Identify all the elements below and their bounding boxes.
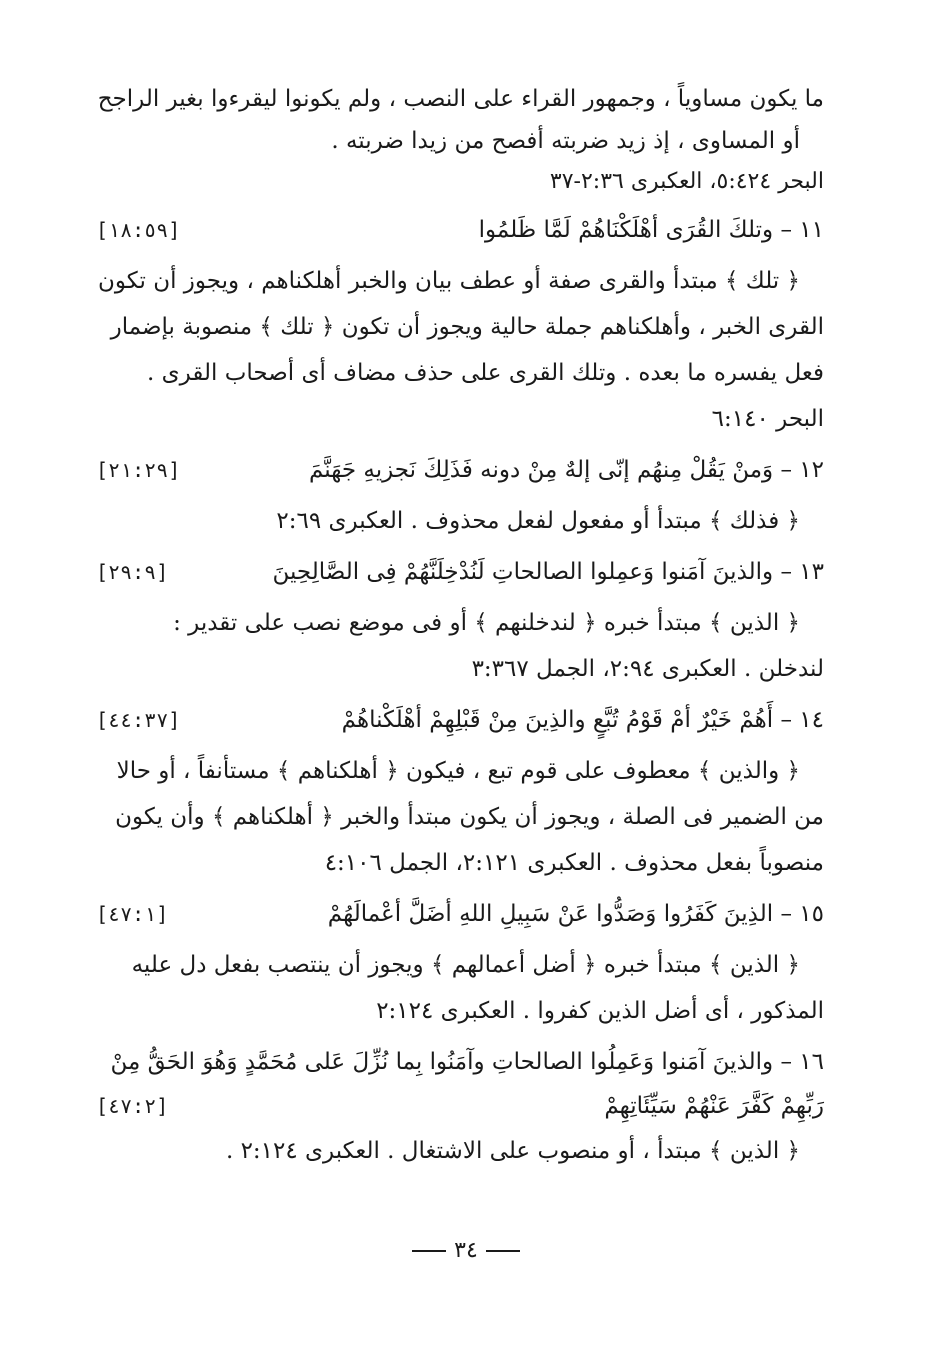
verse-reference: [١٨:٥٩] bbox=[96, 218, 181, 242]
commentary-line: ﴿ الذين ﴾ مبتدأ خبره ﴿ لندخلنهم ﴾ أو فى موضع نصب على تقدير : bbox=[173, 610, 800, 636]
commentary-line: المذكور ، أى أضل الذين كفروا . العكبرى ٢:١٢٤ bbox=[376, 998, 824, 1024]
verse-reference: [٤٧:١] bbox=[96, 902, 169, 926]
commentary-line: من الضمير فى الصلة ، ويجوز أن يكون مبتدأ والخبر ﴿ أهلكناهم ﴾ وأن يكون bbox=[115, 804, 824, 830]
entry-16 bbox=[96, 1040, 824, 1174]
verse-row bbox=[96, 1040, 824, 1084]
commentary-source: البحر ٦:١٤٠ bbox=[711, 406, 824, 432]
verse-text: ١١ – وتلكَ القُرَى أهْلَكْنَاهُمْ لَمَّا ظَلمُوا bbox=[478, 217, 824, 243]
commentary-line: ﴿ والذين ﴾ معطوف على قوم تبع ، فيكون ﴿ أهلكناهم ﴾ مستأنفاً ، أو حالا bbox=[116, 758, 800, 784]
verse-row bbox=[96, 892, 824, 936]
commentary bbox=[96, 748, 824, 886]
entry-13 bbox=[96, 550, 824, 692]
verse-text: ١٤ – أَهُمْ خَيْرٌ أمْ قَوْمُ تُبَّعٍ والذِينَ مِنْ قَبْلِهِمْ أهْلَكْناهُمْ bbox=[341, 707, 824, 733]
dash-right bbox=[412, 1250, 446, 1252]
entry-12 bbox=[96, 448, 824, 544]
commentary-line: فعل يفسره ما بعده . وتلك القرى على حذف مضاف أى أصحاب القرى . bbox=[147, 360, 824, 386]
verse-row bbox=[96, 208, 824, 252]
entry-15 bbox=[96, 892, 824, 1034]
commentary-line: ﴿ فذلك ﴾ مبتدأ أو مفعول لفعل محذوف . العكبرى ٢:٦٩ bbox=[276, 508, 800, 534]
page-footer bbox=[0, 1238, 932, 1263]
verse-text-continued: رَبِّهِمْ كَفَّرَ عَنْهُمْ سَيِّئَاتِهِمْ bbox=[604, 1093, 824, 1119]
commentary bbox=[96, 258, 824, 442]
verse-reference: [٤٧:٢] bbox=[96, 1094, 169, 1118]
commentary-line: القرى الخبر ، وأهلكناهم جملة حالية ويجوز أن تكون ﴿ تلك ﴾ منصوبة بإضمار bbox=[110, 314, 824, 340]
verse-reference: [٢٩:٩] bbox=[96, 560, 169, 584]
verse-row bbox=[96, 448, 824, 492]
entry-11 bbox=[96, 208, 824, 442]
verse-text: ١٥ – الذِينَ كَفَرُوا وَصَدُّوا عَنْ سَبِيلِ اللهِ أضَلَّ أعْمالَهُمْ bbox=[327, 901, 824, 927]
intro-source: البحر ٥:٤٢٤، العكبرى ٢:٣٦-٣٧ bbox=[549, 169, 824, 194]
commentary-line: ﴿ الذين ﴾ مبتدأ خبره ﴿ أضل أعمالهم ﴾ ويجوز أن ينتصب بفعل دل عليه bbox=[131, 952, 800, 978]
verse-text: ١٣ – والذينَ آمَنوا وَعمِلوا الصالحاتِ لَنُدْخِلَنَّهُمْ فِى الصَّالِحِينَ bbox=[272, 559, 824, 585]
verse-text: ١٦ – والذينَ آمَنوا وَعَمِلُوا الصالحاتِ وآمَنُوا بِما نُزِّلَ عَلى مُحَمَّدٍ وَهُوَ الحَقُّ مِنْ bbox=[110, 1049, 824, 1075]
commentary bbox=[96, 498, 824, 544]
verse-reference: [٢١:٢٩] bbox=[96, 458, 181, 482]
commentary-line: منصوباً بفعل محذوف . العكبرى ٢:١٢١، الجمل ٤:١٠٦ bbox=[324, 850, 824, 876]
commentary bbox=[96, 1128, 824, 1174]
verse-reference: [٤٤:٣٧] bbox=[96, 708, 181, 732]
entry-14 bbox=[96, 698, 824, 886]
commentary bbox=[96, 942, 824, 1034]
commentary bbox=[96, 600, 824, 692]
verse-row-continued bbox=[96, 1084, 824, 1128]
verse-row bbox=[96, 550, 824, 594]
commentary-line: ﴿ الذين ﴾ مبتدأ ، أو منصوب على الاشتغال . العكبرى ٢:١٢٤ . bbox=[225, 1138, 800, 1164]
intro-block bbox=[96, 78, 824, 202]
commentary-line: ﴿ تلك ﴾ مبتدأ والقرى صفة أو عطف بيان والخبر أهلكناهم ، ويجوز أن تكون bbox=[98, 268, 800, 294]
intro-line-1: ما يكون مساوياً ، وجمهور القراء على النصب ، ولم يكونوا ليقرءوا بغير الراجح bbox=[97, 86, 824, 112]
intro-line-2: أو المساوى ، إذ زيد ضربته أفصح من زيدا ضربته . bbox=[331, 128, 800, 154]
page-body bbox=[96, 78, 824, 1174]
dash-left bbox=[486, 1250, 520, 1252]
verse-text: ١٢ – وَمنْ يَقُلْ مِنهُم إنّى إلهٌ مِنْ دونه فَذَلِكَ نَجزيهِ جَهَنَّمَ bbox=[309, 457, 824, 483]
commentary-line: لندخلن . العكبرى ٢:٩٤، الجمل ٣:٣٦٧ bbox=[471, 656, 824, 682]
verse-row bbox=[96, 698, 824, 742]
page-number: ٣٤ bbox=[454, 1238, 478, 1263]
